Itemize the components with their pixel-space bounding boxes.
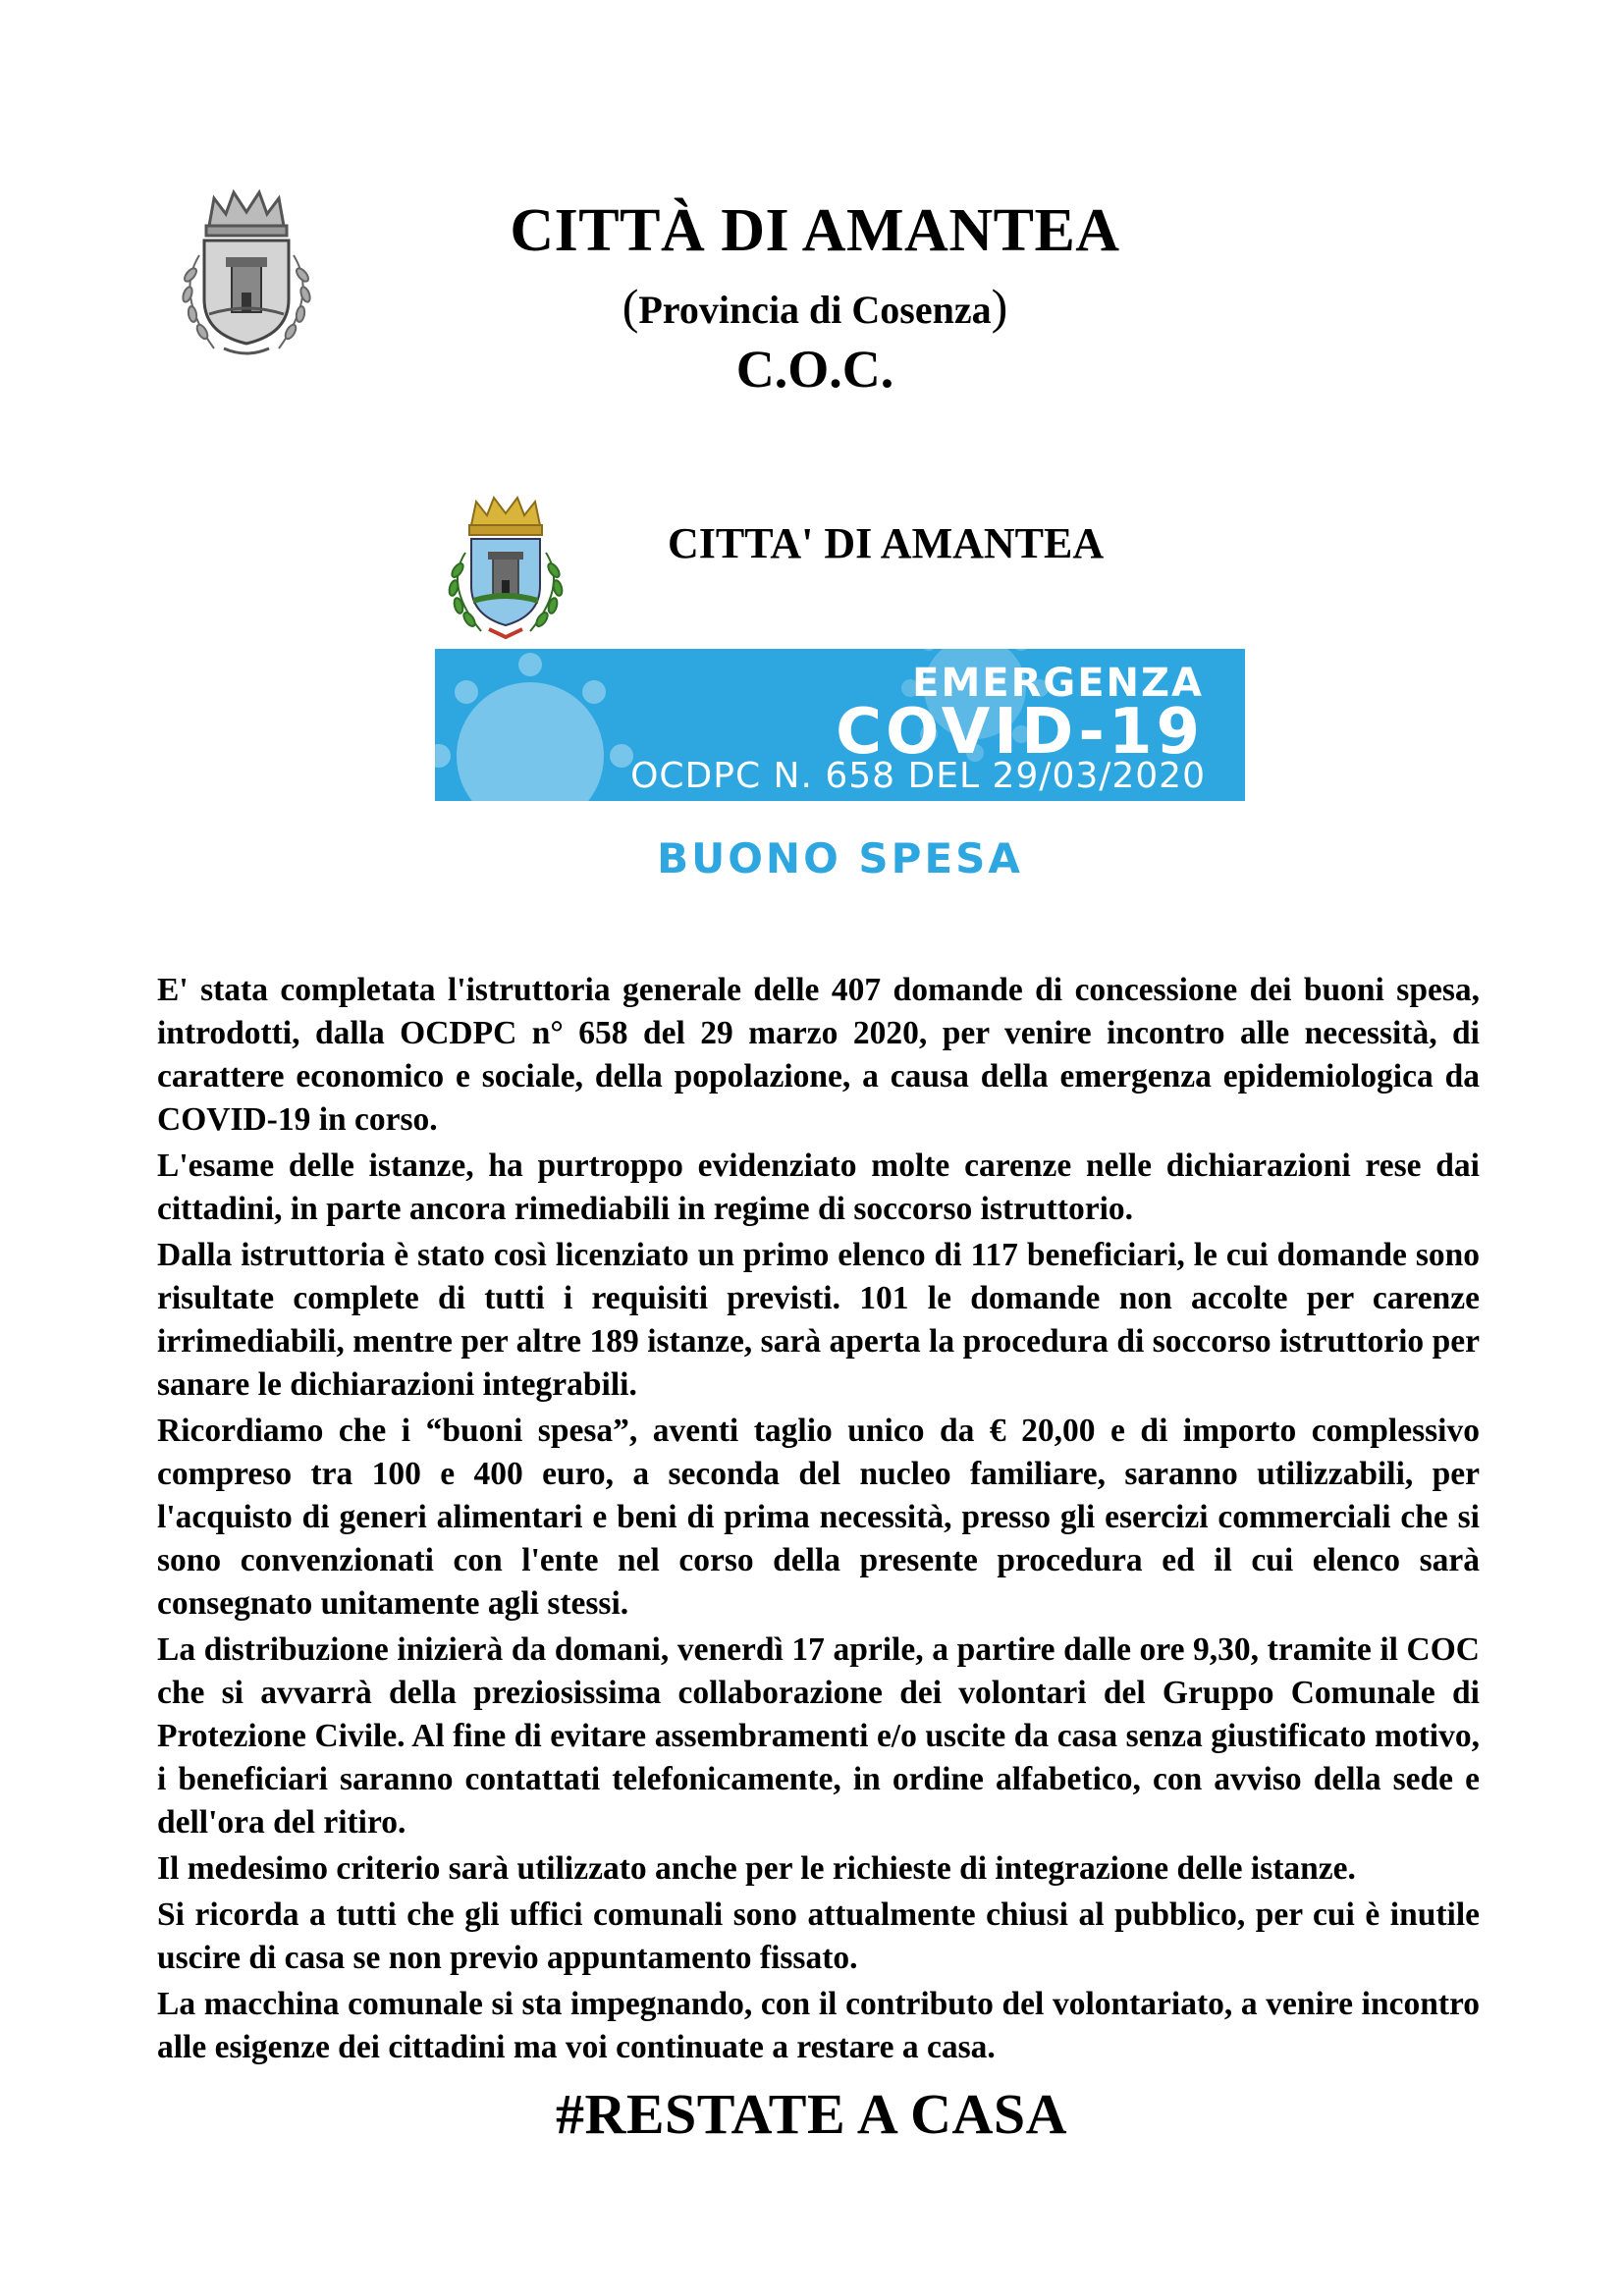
province-open-paren: ( (622, 279, 639, 334)
paragraph: La macchina comunale si sta impegnando, con il contributo del volontariato, a venire incontro alle esigenze dei cittadini ma voi continuate a restare a casa. (157, 1986, 1480, 2065)
province-close-paren: ) (991, 279, 1008, 334)
ordinance-label: OCDPC N. 658 DEL 29/03/2020 (630, 756, 1206, 796)
banner-city-name: CITTA' DI AMANTEA (668, 519, 1105, 567)
paragraph: Dalla istruttoria è stato così licenziato un primo elenco di 117 beneficiari, le cui domande sono risultate complete di tutti i requisiti previsti. 101 le domande non accolte per carenze irrimediabili, mentre per altre 189 istanze, sarà aperta la procedura di soccorso istruttorio per sanare le dichiarazioni integrabili. (157, 1237, 1480, 1403)
paragraph: L'esame delle istanze, ha purtroppo evidenziato molte carenze nelle dichiarazioni rese dai cittadini, in parte ancora rimediabili in regime di soccorso istruttorio. (157, 1148, 1480, 1227)
footer-slogan: #RESTATE A CASA (555, 2082, 1068, 2146)
paragraph: Si ricorda a tutti che gli uffici comunali sono attualmente chiusi al pubblico, per cui è inutile uscire di casa se non previo appuntamento fissato. (157, 1896, 1480, 1976)
paragraph: Il medesimo criterio sarà utilizzato anche per le richieste di integrazione delle istanze. (157, 1850, 1356, 1887)
province-subtitle (471, 278, 1159, 335)
voucher-label: BUONO SPESA (657, 834, 1023, 882)
covid-emergency-banner (435, 649, 1245, 801)
covid-label: COVID-19 (836, 696, 1204, 769)
virus-icon (435, 649, 643, 801)
office-label: C.O.C. (735, 340, 894, 399)
province-name: Provincia di Cosenza (638, 288, 992, 332)
page-title: CITTÀ DI AMANTEA (510, 197, 1120, 264)
paragraph: La distribuzione inizierà da domani, venerdì 17 aprile, a partire dalle ore 9,30, tramite il COC che si avvarrà della preziosissima collaborazione dei volontari del Gruppo Comunale di Protezione Civile. Al fine di evitare assembramenti e/o uscite da casa senza giustificato motivo, i beneficiari saranno contattati telefonicamente, in ordine alfabetico, con avviso della sede e dell'ora del ritiro. (157, 1631, 1480, 1841)
announcement-body (157, 969, 1480, 2072)
city-crest-icon (432, 496, 579, 643)
paragraph: Ricordiamo che i “buoni spesa”, aventi taglio unico da € 20,00 e di importo complessivo compreso tra 100 e 400 euro, a seconda del nucleo familiare, saranno utilizzabili, per l'acquisto di generi alimentari e beni di prima necessità, presso gli esercizi commerciali che si sono convenzionati con l'ente nel corso della presente procedura ed il cui elenco sarà consegnato unitamente agli stessi. (157, 1413, 1480, 1622)
emergency-label: EMERGENZA (912, 661, 1204, 706)
paragraph: E' stata completata l'istruttoria generale delle 407 domande di concessione dei buoni spesa, introdotti, dalla OCDPC n° 658 del 29 marzo 2020, per venire incontro alle necessità, di carattere economico e sociale, della popolazione, a causa della emergenza epidemiologica da COVID-19 in corso. (157, 972, 1480, 1138)
coat-of-arms-icon (155, 187, 338, 359)
